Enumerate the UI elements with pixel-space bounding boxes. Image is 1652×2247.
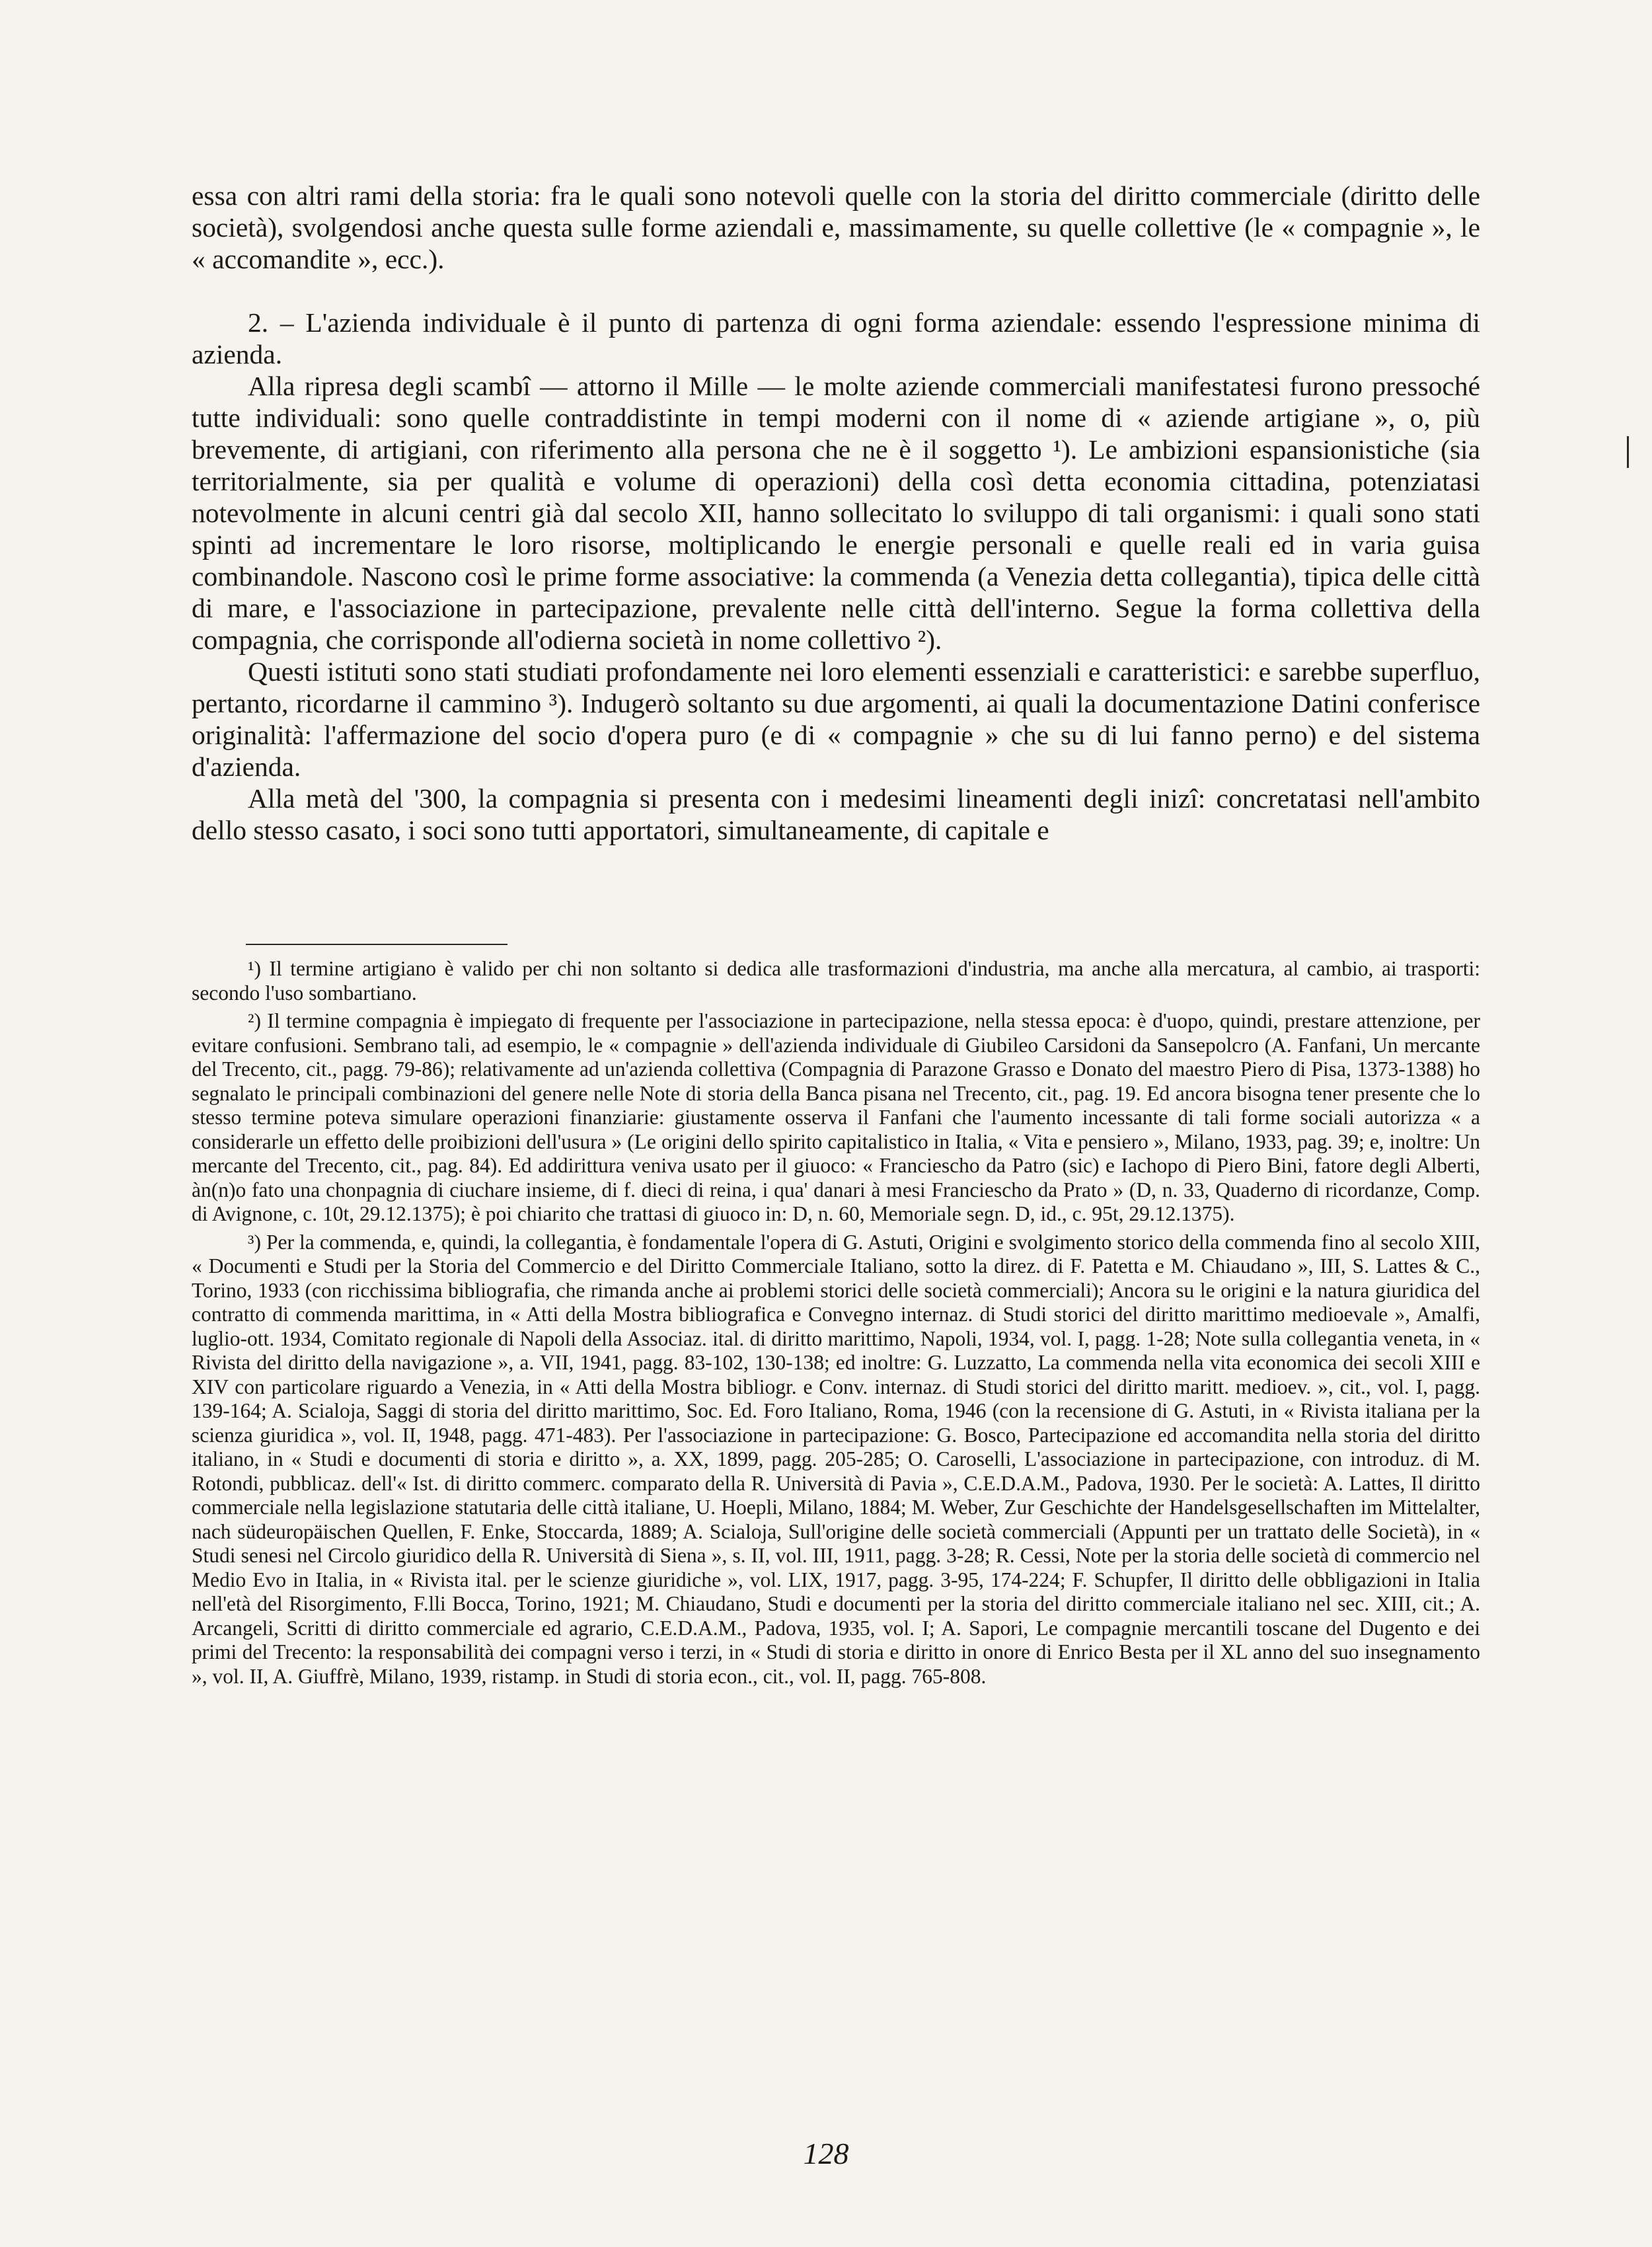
footnote-rule — [246, 944, 507, 945]
footnote-3: ³) Per la commenda, e, quindi, la collegantia, è fondamentale l'opera di G. Astuti, Origini e svolgimento storico della commenda fino al secolo XIII, « Documenti e Studi per la Storia del Commercio e del Diritto Commerciale Italiano, sotto la direz. di F. Patetta e M. Chiaudano », III, S. Lattes & C., Torino, 1933 (con ricchissima bibliografia, che rimanda anche ai problemi storici delle società commerciali); Ancora su le origini e la natura giuridica del contratto di commenda marittima, in « Atti della Mostra bibliografica e Convegno internaz. di Studi storici del diritto marittimo medioevale », Amalfi, luglio-ott. 1934, Comitato regionale di Napoli della Associaz. ital. di diritto marittimo, Napoli, 1934, vol. I, pagg. 1-28; Note sulla collegantia veneta, in « Rivista del diritto della navigazione », a. VII, 1941, pagg. 83-102, 130-138; ed inoltre: G. Luzzatto, La commenda nella vita economica dei secoli XIII e XIV con particolare riguardo a Venezia, in « Atti della Mostra bibliogr. e Conv. internaz. di Studi storici del diritto maritt. medioev. », cit., vol. I, pagg. 139-164; A. Scialoja, Saggi di storia del diritto marittimo, Soc. Ed. Foro Italiano, Roma, 1946 (con la recensione di G. Astuti, in « Rivista italiana per la scienza giuridica », vol. II, 1948, pagg. 471-483). Per l'associazione in partecipazione: G. Bosco, Partecipazione ed accomandita nella storia del diritto italiano, in « Studi e documenti di storia e diritto », a. XX, 1899, pagg. 205-285; O. Caroselli, L'associazione in partecipazione, con introduz. di M. Rotondi, pubblicaz. dell'« Ist. di diritto commerc. comparato della R. Università di Pavia », C.E.D.A.M., Padova, 1930. Per le società: A. Lattes, Il diritto commerciale nella legislazione statutaria delle città italiane, U. Hoepli, Milano, 1884; M. Weber, Zur Geschichte der Handelsgesellschaften im Mittelalter, nach südeuropäischen Quellen, F. Enke, Stoccarda, 1889; A. Scialoja, Sull'origine delle società commerciali (Appunti per un trattato delle Società), in « Studi senesi nel Circolo giuridico della R. Università di Siena », s. II, vol. III, 1911, pagg. 3-28; R. Cessi, Note per la storia delle società di commercio nel Medio Evo in Italia, in « Rivista ital. per le scienze giuridiche », vol. LIX, 1917, pagg. 3-95, 174-224; F. Schupfer, Il diritto delle obbligazioni in Italia nell'età del Risorgimento, F.lli Bocca, Torino, 1921; M. Chiaudano, Studi e documenti per la storia del diritto commerciale italiano nel sec. XIII, cit.; A. Arcangeli, Scritti di diritto commerciale ed agrario, C.E.D.A.M., Padova, 1935, vol. I; A. Sapori, Le compagnie mercantili toscane del Dugento e dei primi del Trecento: la responsabilità dei compagni verso i terzi, in « Studi di storia e diritto in onore di Enrico Besta per il XL anno del suo insegnamento », vol. II, A. Giuffrè, Milano, 1939, ristamp. in Studi di storia econ., cit., vol. II, pagg. 765-808. — [192, 1230, 1480, 1688]
paragraph-continuation: essa con altri rami della storia: fra le quali sono notevoli quelle con la storia del diritto commerciale (diritto delle società), svolgendosi anche questa sulle forme aziendali e, massimamente, su quelle collettive (le « compagnie », le « accomandite », ecc.). — [192, 180, 1480, 274]
main-text — [192, 180, 1480, 846]
margin-mark — [1627, 436, 1629, 468]
page-number: 128 — [803, 2137, 849, 2170]
footnote-1: ¹) Il termine artigiano è valido per chi non soltanto si dedica alle trasformazioni d'industria, ma anche alla mercatura, al cambio, ai trasporti: secondo l'uso sombartiano. — [192, 957, 1480, 1005]
footnotes — [192, 957, 1480, 1689]
paragraph-istituti: Questi istituti sono stati studiati profondamente nei loro elementi essenziali e caratteristici: e sarebbe superfluo, pertanto, ricordarne il cammino ³). Indugerò soltanto su due argomenti, ai quali la documentazione Datini conferisce originalità: l'affermazione del socio d'opera puro (e di « compagnie » che su di lui fanno perno) e del sistema d'azienda. — [192, 656, 1480, 782]
paragraph-meta-300: Alla metà del '300, la compagnia si presenta con i medesimi lineamenti degli inizî: concretatasi nell'ambito dello stesso casato, i soci sono tutti apportatori, simultaneamente, di capitale e — [192, 783, 1480, 845]
paragraph-ripresa-scambi: Alla ripresa degli scambî — attorno il Mille — le molte aziende commerciali manifestatesi furono pressoché tutte individuali: sono quelle contraddistinte in tempi moderni con il nome di « aziende artigiane », o, più brevemente, di artigiani, con riferimento alla persona che ne è il soggetto ¹). Le ambizioni espansionistiche (sia territorialmente, sia per qualità e volume di operazioni) della così detta economia cittadina, potenziatasi notevolmente in alcuni centri già dal secolo XII, hanno sollecitato lo sviluppo di tali organismi: i quali sono stati spinti ad incrementare le loro risorse, moltiplicando le energie personali e quelle reali ed in varia guisa combinandole. Nascono così le prime forme associative: la commenda (a Venezia detta collegantia), tipica delle città di mare, e l'associazione in partecipazione, prevalente nelle città dell'interno. Segue la forma collettiva della compagnia, che corrisponde all'odierna società in nome collettivo ²). — [192, 371, 1480, 655]
footnote-2: ²) Il termine compagnia è impiegato di frequente per l'associazione in partecipazione, nella stessa epoca: è d'uopo, quindi, prestare attenzione, per evitare confusioni. Sembrano tali, ad esempio, le « compagnie » dell'azienda individuale di Giubileo Carsidoni da Sansepolcro (A. Fanfani, Un mercante del Trecento, cit., pagg. 79-86); relativamente ad un'azienda collettiva (Compagnia di Parazone Grasso e Donato del maestro Piero di Pisa, 1373-1388) ho segnalato le principali combinazioni del genere nelle Note di storia della Banca pisana nel Trecento, cit., pag. 19. Ed ancora bisogna tener presente che lo stesso termine poteva simulare operazioni finanziarie: giustamente osserva il Fanfani che l'aumento incessante di tali forme sociali autorizza « a considerarle un effetto delle proibizioni dell'usura » (Le origini dello spirito capitalistico in Italia, « Vita e pensiero », Milano, 1933, pag. 39; e, inoltre: Un mercante del Trecento, cit., pag. 84). Ed addirittura veniva usato per il giuoco: « Franciescho da Patro (sic) e Iachopo di Piero Bini, fatore degli Alberti, àn(n)o fato una chonpagnia di ciuchare insieme, di f. dieci di reina, i qua' danari à mesi Franciescho da Prato » (D, n. 33, Quaderno di ricordanze, Comp. di Avignone, c. 10t, 29.12.1375); è poi chiarito che trattasi di giuoco in: D, n. 60, Memoriale segn. D, id., c. 95t, 29.12.1375). — [192, 1009, 1480, 1225]
section-2-paragraph: 2. – L'azienda individuale è il punto di partenza di ogni forma aziendale: essendo l'espressione minima di azienda. — [192, 307, 1480, 369]
